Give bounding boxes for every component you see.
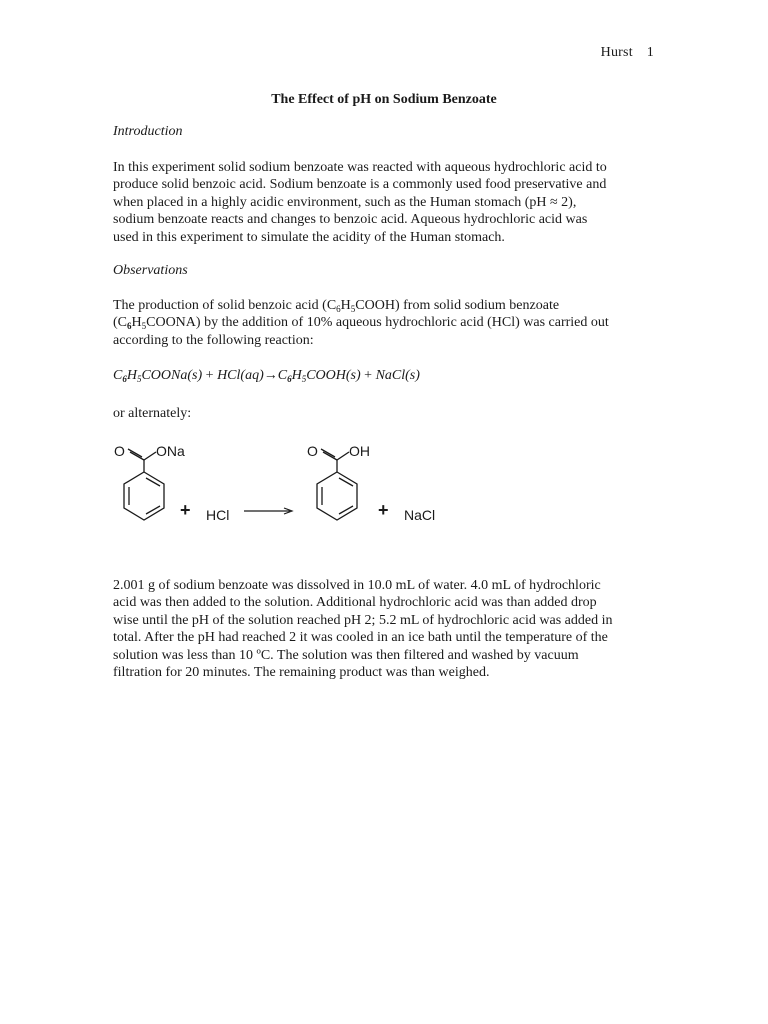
ring-double-bond: [339, 478, 353, 486]
paragraph-line: total. After the pH had reached 2 it was cooled in an ice bath until the temperature of the: [113, 630, 608, 646]
paragraph-line: 2.001 g of sodium benzoate was dissolved in 10.0 mL of water. 4.0 mL of hydrochloric: [113, 578, 601, 593]
subscript: 6: [336, 304, 341, 314]
bond: [144, 452, 156, 460]
paragraph-line: acid was then added to the solution. Additional hydrochloric acid was than added drop: [113, 595, 597, 611]
ring-double-bond: [146, 506, 160, 514]
subscript: 5: [301, 374, 307, 384]
hydroxyl-label: OH: [349, 443, 370, 459]
subscript: 6: [122, 374, 127, 384]
text-run: (C: [113, 315, 127, 331]
procedure-paragraph: [113, 577, 658, 681]
eq-term: (s): [345, 368, 361, 383]
eq-term: (s): [405, 368, 420, 383]
paragraph-line: produce solid benzoic acid. Sodium benzoate is a commonly used food preservative and: [113, 177, 607, 193]
text-run: COONA) by the addition of 10% aqueous hydrochloric acid (HCl) was carried out: [146, 315, 609, 331]
text-run: COOH) from solid sodium benzoate: [355, 298, 560, 313]
page-number: 1: [646, 45, 654, 60]
subscript: 6: [287, 374, 292, 384]
subscript: 5: [136, 374, 142, 384]
eq-operator: +: [360, 368, 376, 383]
paragraph-line: filtration for 20 minutes. The remaining product was than weighed.: [113, 665, 490, 681]
observations-heading: Observations: [113, 263, 188, 278]
sodium-oxide-label: ONa: [156, 443, 185, 459]
paragraph-line: when placed in a highly acidic environment, such as the Human stomach (pH ≈ 2),: [113, 194, 577, 210]
paragraph-line: In this experiment solid sodium benzoate was reacted with aqueous hydrochloric acid to: [113, 160, 607, 175]
eq-term: HCl: [217, 368, 241, 383]
carbonyl-bond: [323, 452, 337, 460]
paragraph-line: solution was less than 10 ºC. The solution was then filtered and washed by vacuum: [113, 647, 579, 663]
bond: [337, 452, 349, 460]
eq-term: H: [291, 368, 302, 383]
plus-sign: +: [180, 500, 191, 520]
eq-arrow: →: [263, 368, 278, 383]
paragraph-line: [113, 297, 658, 314]
text-run: H: [340, 298, 351, 313]
observations-paragraph: [113, 297, 658, 349]
author-name: Hurst: [600, 45, 633, 60]
carbonyl-bond: [130, 452, 144, 460]
subscript: 5: [141, 321, 147, 332]
reaction-scheme: [108, 432, 468, 542]
ring-double-bond: [339, 506, 353, 514]
paragraph-line: sodium benzoate reacts and changes to benzoic acid. Aqueous hydrochloric acid was: [113, 212, 588, 228]
eq-term: (aq): [240, 368, 264, 383]
plus-sign: +: [378, 500, 389, 520]
text-run: The production of solid benzoic acid (C: [113, 298, 337, 313]
benzene-ring: [124, 472, 164, 520]
eq-term: COONa: [141, 368, 188, 383]
carbonyl-bond: [321, 449, 335, 457]
reaction-equation: [113, 368, 420, 384]
eq-operator: +: [202, 368, 218, 383]
eq-term: (s): [187, 368, 203, 383]
eq-term: NaCl: [375, 368, 406, 383]
reaction-arrow: [244, 508, 292, 514]
eq-term: C: [113, 368, 123, 383]
oxygen-label: O: [114, 443, 125, 459]
ring-double-bond: [146, 478, 160, 486]
paragraph-line: [113, 314, 658, 331]
eq-term: H: [126, 368, 137, 383]
hcl-label: HCl: [206, 507, 230, 523]
sodium-benzoate-structure: [124, 449, 164, 520]
page-header: [601, 45, 654, 61]
eq-term: COOH: [306, 368, 346, 383]
document-title: The Effect of pH on Sodium Benzoate: [271, 92, 497, 107]
subscript: 6: [127, 321, 132, 332]
benzoic-acid-structure: [317, 449, 357, 520]
introduction-heading: Introduction: [113, 124, 183, 139]
paragraph-line: wise until the pH of the solution reached pH 2; 5.2 mL of hydrochloric acid was added in: [113, 612, 613, 628]
subscript: 5: [350, 304, 356, 314]
introduction-paragraph: [113, 159, 658, 246]
eq-term: C: [277, 368, 288, 383]
benzene-ring: [317, 472, 357, 520]
alternately-label: or alternately:: [113, 406, 192, 421]
nacl-label: NaCl: [404, 507, 436, 523]
oxygen-label: O: [307, 443, 318, 459]
text-run: H: [131, 315, 142, 331]
paragraph-line: used in this experiment to simulate the acidity of the Human stomach.: [113, 229, 505, 245]
carbonyl-bond: [128, 449, 142, 457]
paragraph-line: according to the following reaction:: [113, 332, 314, 348]
